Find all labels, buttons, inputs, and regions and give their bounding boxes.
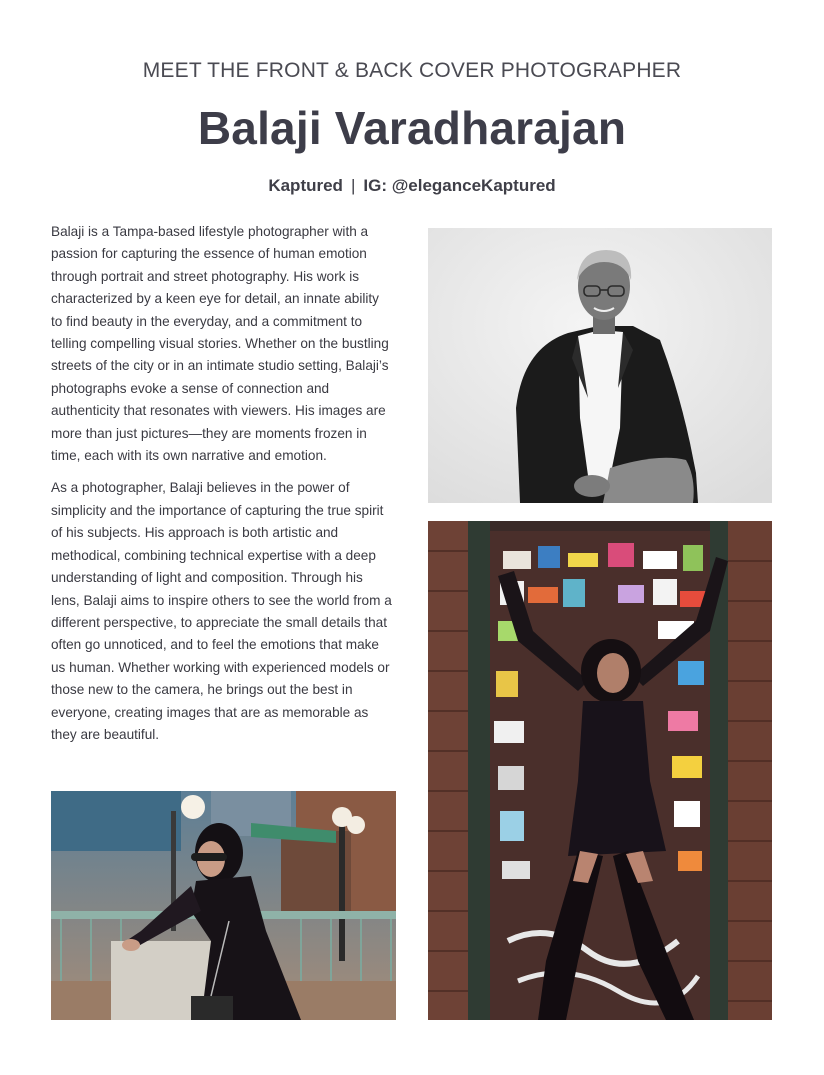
credit-separator: | [350,176,356,195]
photographer-credit [0,176,824,196]
section-eyebrow: MEET THE FRONT & BACK COVER PHOTOGRAPHER [142,59,682,82]
portrait-photo [428,228,772,503]
doorway-photo [428,521,772,1020]
photographer-name: Balaji Varadharajan [197,102,627,154]
street-photo [51,791,396,1020]
article-body [51,221,393,756]
paragraph-bio: Balaji is a Tampa-based lifestyle photographer with a passion for capturing the essence of human emotion through portrait and street photography. His work is characterized by a keen eye for detail, an innate ability to find beauty in the everyday, and a commitment to telling compelling visual stories. Whether on the bustling streets of the city or in an intimate studio setting, Balaji’s photographs evoke a sense of connection and authenticity that resonates with viewers. His images are more than just pictures—they are moments frozen in time, each with its own narrative and emotion. [51,224,389,464]
brand-name: Kaptured [268,176,343,195]
instagram-handle: IG: @eleganceKaptured [363,176,556,195]
paragraph-philosophy: As a photographer, Balaji believes in the power of simplicity and the importance of capturing the true spirit of his subjects. His approach is both artistic and methodical, combining technical expertise with a deep understanding of light and composition. Through his lens, Balaji aims to inspire others to see the world from a different perspective, to appreciate the small details that often go unnoticed, and to feel the emotions that make us human. Whether working with experienced models or those new to the camera, he brings out the best in everyone, creating images that are as memorable as they are beautiful. [51,480,392,742]
